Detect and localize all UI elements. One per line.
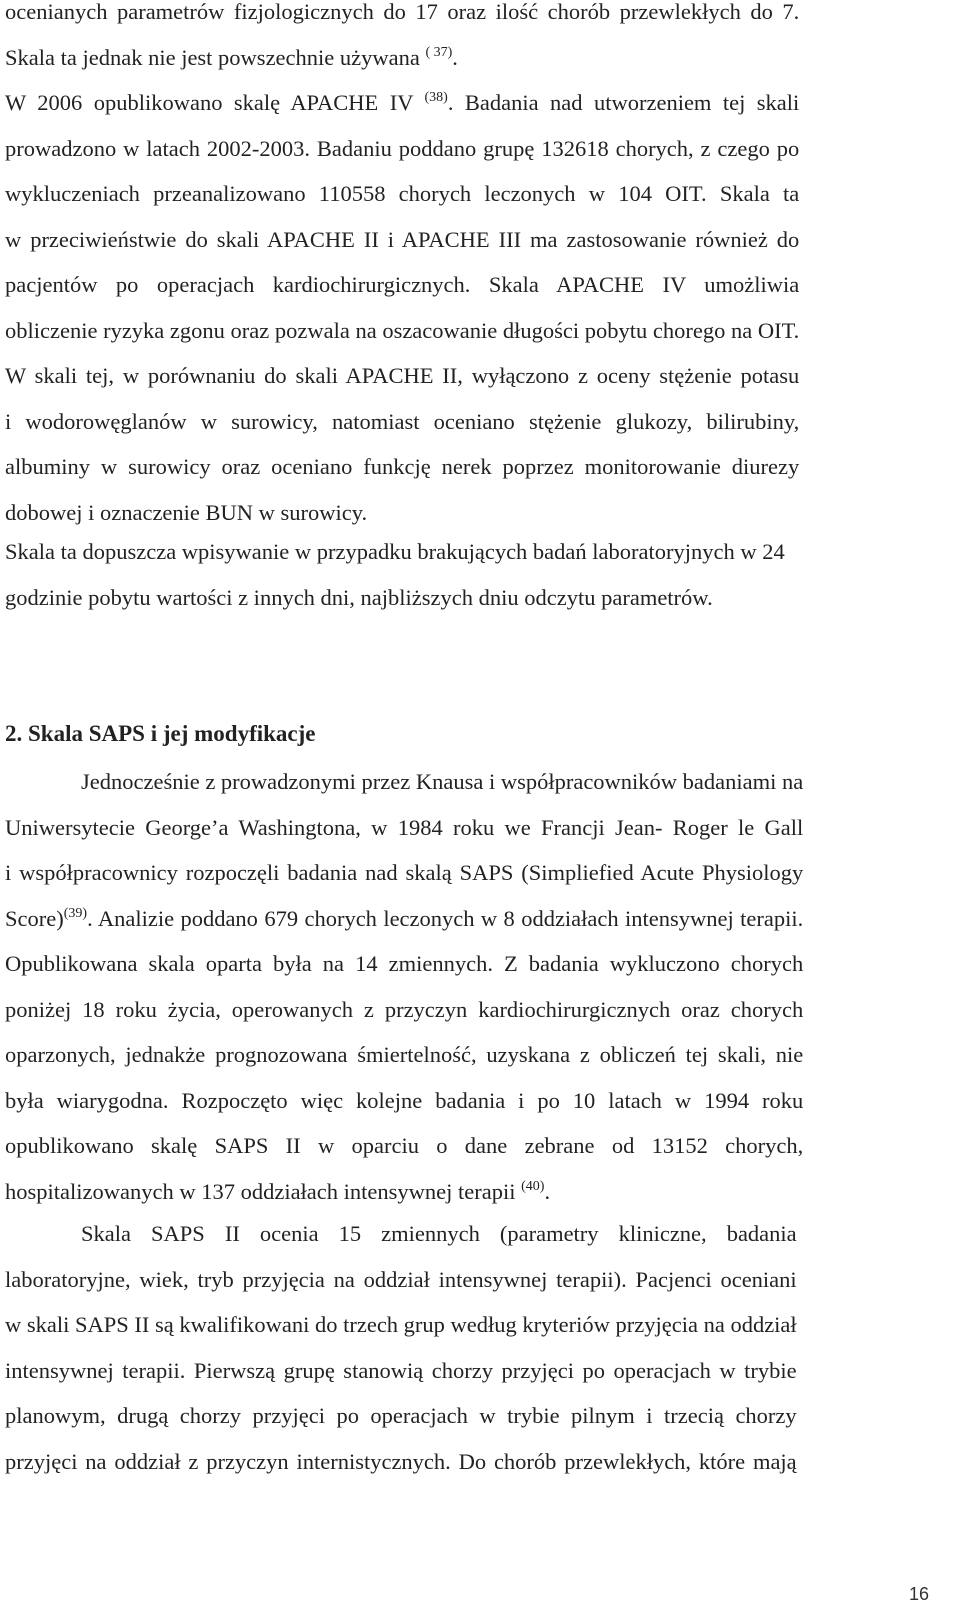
text-line bbox=[5, 1169, 803, 1215]
text-line: albuminy w surowicy oraz oceniano funkcję nerek poprzez monitorowanie diurezy bbox=[5, 454, 800, 479]
text-line: była wiarygodna. Rozpoczęto więc kolejne badania i po 10 latach w 1994 roku bbox=[5, 1087, 804, 1113]
text-line: pacjentów po operacjach kardiochirurgicznych. Skala APACHE IV umożliwia bbox=[5, 272, 800, 297]
text-line: Skala ta dopuszcza wpisywanie w przypadku brakujących badań laboratoryjnych w 24 bbox=[5, 539, 785, 564]
text-line: W skali tej, w porównaniu do skali APACHE II, wyłączono z oceny stężenie potasu bbox=[5, 363, 800, 388]
citation-ref: (39) bbox=[63, 905, 88, 921]
text-line: Opublikowana skala oparta była na 14 zmiennych. Z badania wykluczono chorych bbox=[5, 951, 804, 976]
text-line: w skali SAPS II są kwalifikowani do trzech grup według kryteriów przyjęcia na oddział bbox=[5, 1312, 797, 1337]
paragraph-apache-iv bbox=[5, 0, 799, 535]
paragraph-saps bbox=[5, 759, 803, 1214]
text-span: . Badania nad utworzeniem tej skali bbox=[447, 90, 800, 115]
text-line: planowym, drugą chorzy przyjęci po operacjach w trybie pilnym i trzecią chorzy bbox=[5, 1403, 797, 1428]
text-line: i współpracownicy rozpoczęli badania nad skalą SAPS (Simpliefied Acute Physiology bbox=[5, 860, 804, 885]
text-line: Uniwersytecie George’a Washingtona, w 1984 roku we Francji Jean- Roger le Gall bbox=[5, 814, 804, 840]
text-span: W 2006 opublikowano skalę APACHE IV bbox=[5, 90, 414, 115]
text-span: . bbox=[452, 44, 458, 70]
text-line: Jednocześnie z prowadzonymi przez Knausa i współpracowników badaniami na bbox=[81, 769, 804, 794]
text-line: oparzonych, jednakże prognozowana śmiertelność, uzyskana z obliczeń tej skali, nie bbox=[5, 1042, 804, 1067]
text-line: przyjęci na oddział z przyczyn internistycznych. Do chorób przewlekłych, które mają bbox=[5, 1448, 797, 1474]
text-line: intensywnej terapii. Pierwszą grupę stanowią chorzy przyjęci po operacjach w trybie bbox=[5, 1357, 797, 1383]
citation-ref: ( 37) bbox=[425, 44, 453, 60]
page-number: 16 bbox=[908, 1584, 929, 1604]
citation-ref: (38) bbox=[424, 90, 448, 105]
text-line bbox=[5, 896, 803, 942]
text-line: opublikowano skalę SAPS II w oparciu o dane zebrane od 13152 chorych, bbox=[5, 1133, 804, 1158]
text-line: poniżej 18 roku życia, operowanych z przyczyn kardiochirurgicznych oraz chorych bbox=[5, 996, 804, 1022]
text-span: Skala ta jednak nie jest powszechnie używana bbox=[5, 44, 420, 70]
text-line: Skala SAPS II ocenia 15 zmiennych (parametry kliniczne, badania bbox=[81, 1221, 797, 1246]
text-line bbox=[5, 80, 799, 126]
text-span: hospitalizowanych w 137 oddziałach intensywnej terapii bbox=[5, 1178, 516, 1204]
citation-ref: (40) bbox=[521, 1178, 545, 1194]
text-line: w przeciwieństwie do skali APACHE II i APACHE III ma zastosowanie również do bbox=[5, 226, 800, 252]
text-line: obliczenie ryzyka zgonu oraz pozwala na oszacowanie długości pobytu chorego na OIT. bbox=[5, 317, 800, 343]
text-span: . bbox=[544, 1178, 551, 1204]
text-line: dobowej i oznaczenie BUN w surowicy. bbox=[5, 499, 368, 525]
text-line: wykluczeniach przeanalizowano 110558 chorych leczonych w 104 OIT. Skala ta bbox=[5, 181, 800, 206]
text-line: i wodorowęglanów w surowicy, natomiast oceniano stężenie glukozy, bilirubiny, bbox=[5, 408, 800, 434]
text-line: godzinie pobytu wartości z innych dni, najbliższych dniu odczytu parametrów. bbox=[5, 584, 713, 610]
paragraph-missing-data bbox=[5, 529, 785, 620]
text-span: . Analizie poddano 679 chorych leczonych w 8 oddziałach intensywnej terapii. bbox=[87, 905, 804, 931]
text-span: Score) bbox=[5, 905, 64, 931]
text-line bbox=[5, 35, 799, 81]
paragraph-saps-ii bbox=[5, 1211, 797, 1484]
text-line: ocenianych parametrów fizjologicznych do 17 oraz ilość chorób przewlekłych do 7. bbox=[5, 0, 800, 24]
text-line: laboratoryjne, wiek, tryb przyjęcia na oddział intensywnej terapii). Pacjenci oceniani bbox=[5, 1266, 797, 1292]
section-heading: 2. Skala SAPS i jej modyfikacje bbox=[5, 721, 316, 746]
text-line: prowadzono w latach 2002-2003. Badaniu poddano grupę 132618 chorych, z czego po bbox=[5, 135, 800, 161]
